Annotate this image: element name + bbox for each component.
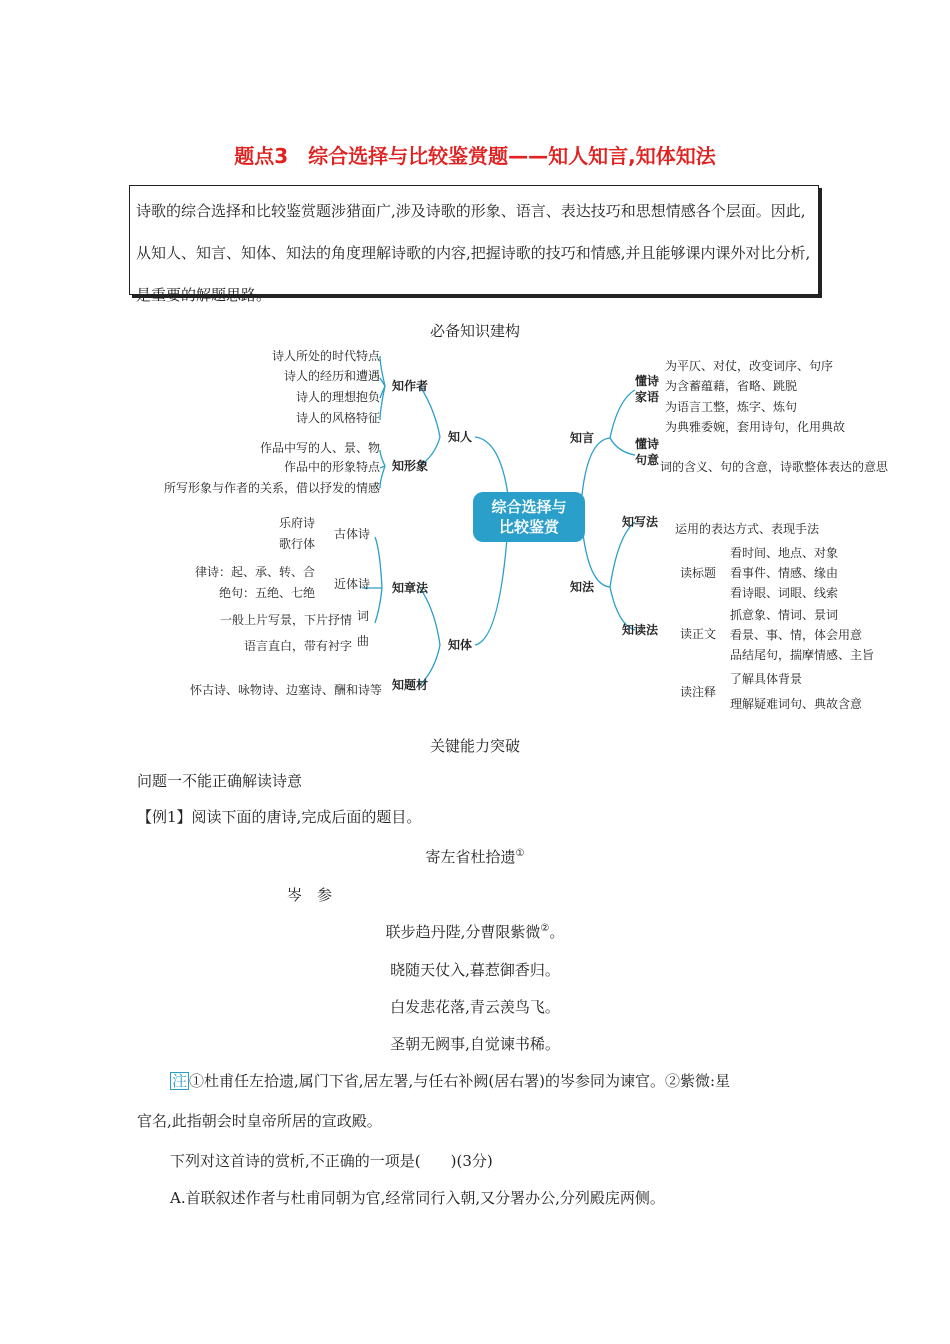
poem-line-3: 白发悲花落,青云羡鸟飞。 (390, 998, 560, 1016)
zuozhe-item-2: 诗人的经历和遭遇 (283, 369, 380, 383)
annotation-text-1: ①杜甫任左拾遗,属门下省,居左署,与任右补阙(居右署)的岑参同为谏官。②紫微:星 (189, 1072, 731, 1090)
poem-line-1 (0, 921, 950, 942)
node-zhiyan: 知言 (569, 431, 595, 445)
node-gutishi: 古体诗 (333, 527, 371, 541)
node-zhidufa: 知读法 (622, 623, 659, 637)
zhushi-item-1: 了解具体背景 (730, 672, 803, 686)
jiayu-item-1: 为平仄、对仗，改变词序、句序 (665, 359, 834, 373)
juyi-item: 词的含义、句的含意，诗歌整体表达的意思 (660, 460, 889, 474)
poem-line-1-end: 。 (549, 923, 565, 941)
zhengwen-item-3: 品结尾句，揣摩情感、主旨 (730, 648, 875, 662)
node-dongshi-2a: 懂诗 (635, 437, 660, 451)
biaoti-item-2: 看事件、情感、缘由 (730, 566, 839, 580)
biaoti-item-3: 看诗眼、词眼、线索 (730, 586, 839, 600)
node-dongshi-1a: 懂诗 (635, 374, 660, 388)
qu-item: 语言直白，带有衬字 (243, 639, 352, 653)
node-dongshi-2b: 句意 (635, 453, 660, 467)
xiefa-item: 运用的表达方式、表现手法 (675, 522, 820, 536)
poem-line-2: 晓随天仗入,暮惹御香归。 (390, 961, 560, 979)
jiayu-item-2: 为含蓄蕴藉，省略、跳脱 (665, 379, 798, 393)
jiayu-item-4: 为典雅委婉，套用诗句，化用典故 (665, 420, 846, 434)
node-qu: 曲 (356, 634, 370, 648)
jiayu-item-3: 为语言工整，炼字、炼句 (665, 400, 798, 414)
center-line-2: 比较鉴赏 (498, 518, 560, 536)
node-zhiti: 知体 (447, 638, 473, 652)
intro-box (129, 185, 819, 304)
poem-title-text: 寄左省杜拾遗 (425, 848, 516, 866)
annotation-line-2: 官名,此指朝会时皇帝所居的宣政殿。 (137, 1112, 382, 1130)
node-zhiticai: 知题材 (391, 678, 429, 692)
zhengwen-item-1: 抓意象、情词、景词 (730, 608, 839, 622)
mind-map (130, 340, 920, 710)
ticai-item: 怀古诗、咏物诗、边塞诗、酬和诗等 (189, 683, 382, 697)
zuozhe-item-1: 诗人所处的时代特点 (271, 349, 380, 363)
section-heading-ability: 关键能力突破 (429, 737, 520, 755)
page-title: 题点3 综合选择与比较鉴赏题——知人知言,知体知法 (234, 144, 716, 168)
poem-line-1-footnote: ② (540, 923, 550, 934)
option-a: A.首联叙述作者与杜甫同朝为官,经常同行入朝,又分署办公,分列殿庑两侧。 (170, 1189, 665, 1207)
node-zhixiefa: 知写法 (622, 515, 659, 529)
node-zhifa: 知法 (569, 580, 595, 594)
poem-line-1-text: 联步趋丹陛,分曹限紫微 (385, 923, 541, 941)
gutishi-item-2: 歌行体 (278, 537, 315, 551)
intro-text: 诗歌的综合选择和比较鉴赏题涉猎面广,涉及诗歌的形象、语言、表达技巧和思想情感各个层面。因此,从知人、知言、知体、知法的角度理解诗歌的内容,把握诗歌的技巧和情感,并且能够课内课外对比分析,是重要的解题思路。 (136, 202, 811, 304)
biaoti-item-1: 看时间、地点、对象 (730, 546, 839, 560)
ci-item: 一般上片写景，下片抒情 (219, 613, 352, 627)
xingxiang-item-1: 作品中写的人、景、物 (259, 441, 380, 455)
poem-line-4: 圣朝无阙事,自觉谏书稀。 (390, 1035, 560, 1053)
zhushi-item-2: 理解疑难词句、典故含意 (730, 697, 863, 710)
question-text: 下列对这首诗的赏析,不正确的一项是( )(3分) (170, 1152, 493, 1170)
xingxiang-item-2: 作品中的形象特点 (283, 460, 380, 474)
jintishi-item-2: 绝句：五绝、七绝 (218, 586, 315, 600)
poem-title-footnote: ① (515, 848, 525, 859)
zuozhe-item-4: 诗人的风格特征 (295, 411, 380, 425)
node-zhiren: 知人 (447, 430, 473, 444)
node-duzhushi: 读注释 (680, 685, 717, 699)
zhengwen-item-2: 看景、事、情，体会用意 (730, 628, 863, 642)
node-jintishi: 近体诗 (333, 577, 371, 591)
node-zhixingxiang: 知形象 (391, 459, 429, 473)
xingxiang-item-3: 所写形象与作者的关系，借以抒发的情感 (163, 481, 380, 495)
node-dubiaoti: 读标题 (680, 566, 717, 580)
node-zhizhangfa: 知章法 (391, 581, 429, 595)
poem-title (0, 846, 950, 867)
node-ci: 词 (356, 609, 370, 623)
center-line-1: 综合选择与 (491, 498, 567, 516)
gutishi-item-1: 乐府诗 (278, 516, 315, 530)
note-icon: 注 (172, 1072, 188, 1090)
node-duzhengwen: 读正文 (680, 627, 717, 641)
problem-heading: 问题一不能正确解读诗意 (137, 772, 303, 790)
annotation-line-1 (170, 1070, 730, 1091)
zuozhe-item-3: 诗人的理想抱负 (295, 390, 380, 404)
example-prompt: 【例1】阅读下面的唐诗,完成后面的题目。 (137, 808, 422, 826)
section-heading-knowledge: 必备知识建构 (429, 322, 520, 340)
node-zhizuozhe: 知作者 (391, 379, 429, 393)
poem-author: 岑 参 (287, 886, 333, 904)
jintishi-item-1: 律诗：起、承、转、合 (194, 565, 315, 579)
node-dongshi-1b: 家语 (635, 390, 660, 404)
